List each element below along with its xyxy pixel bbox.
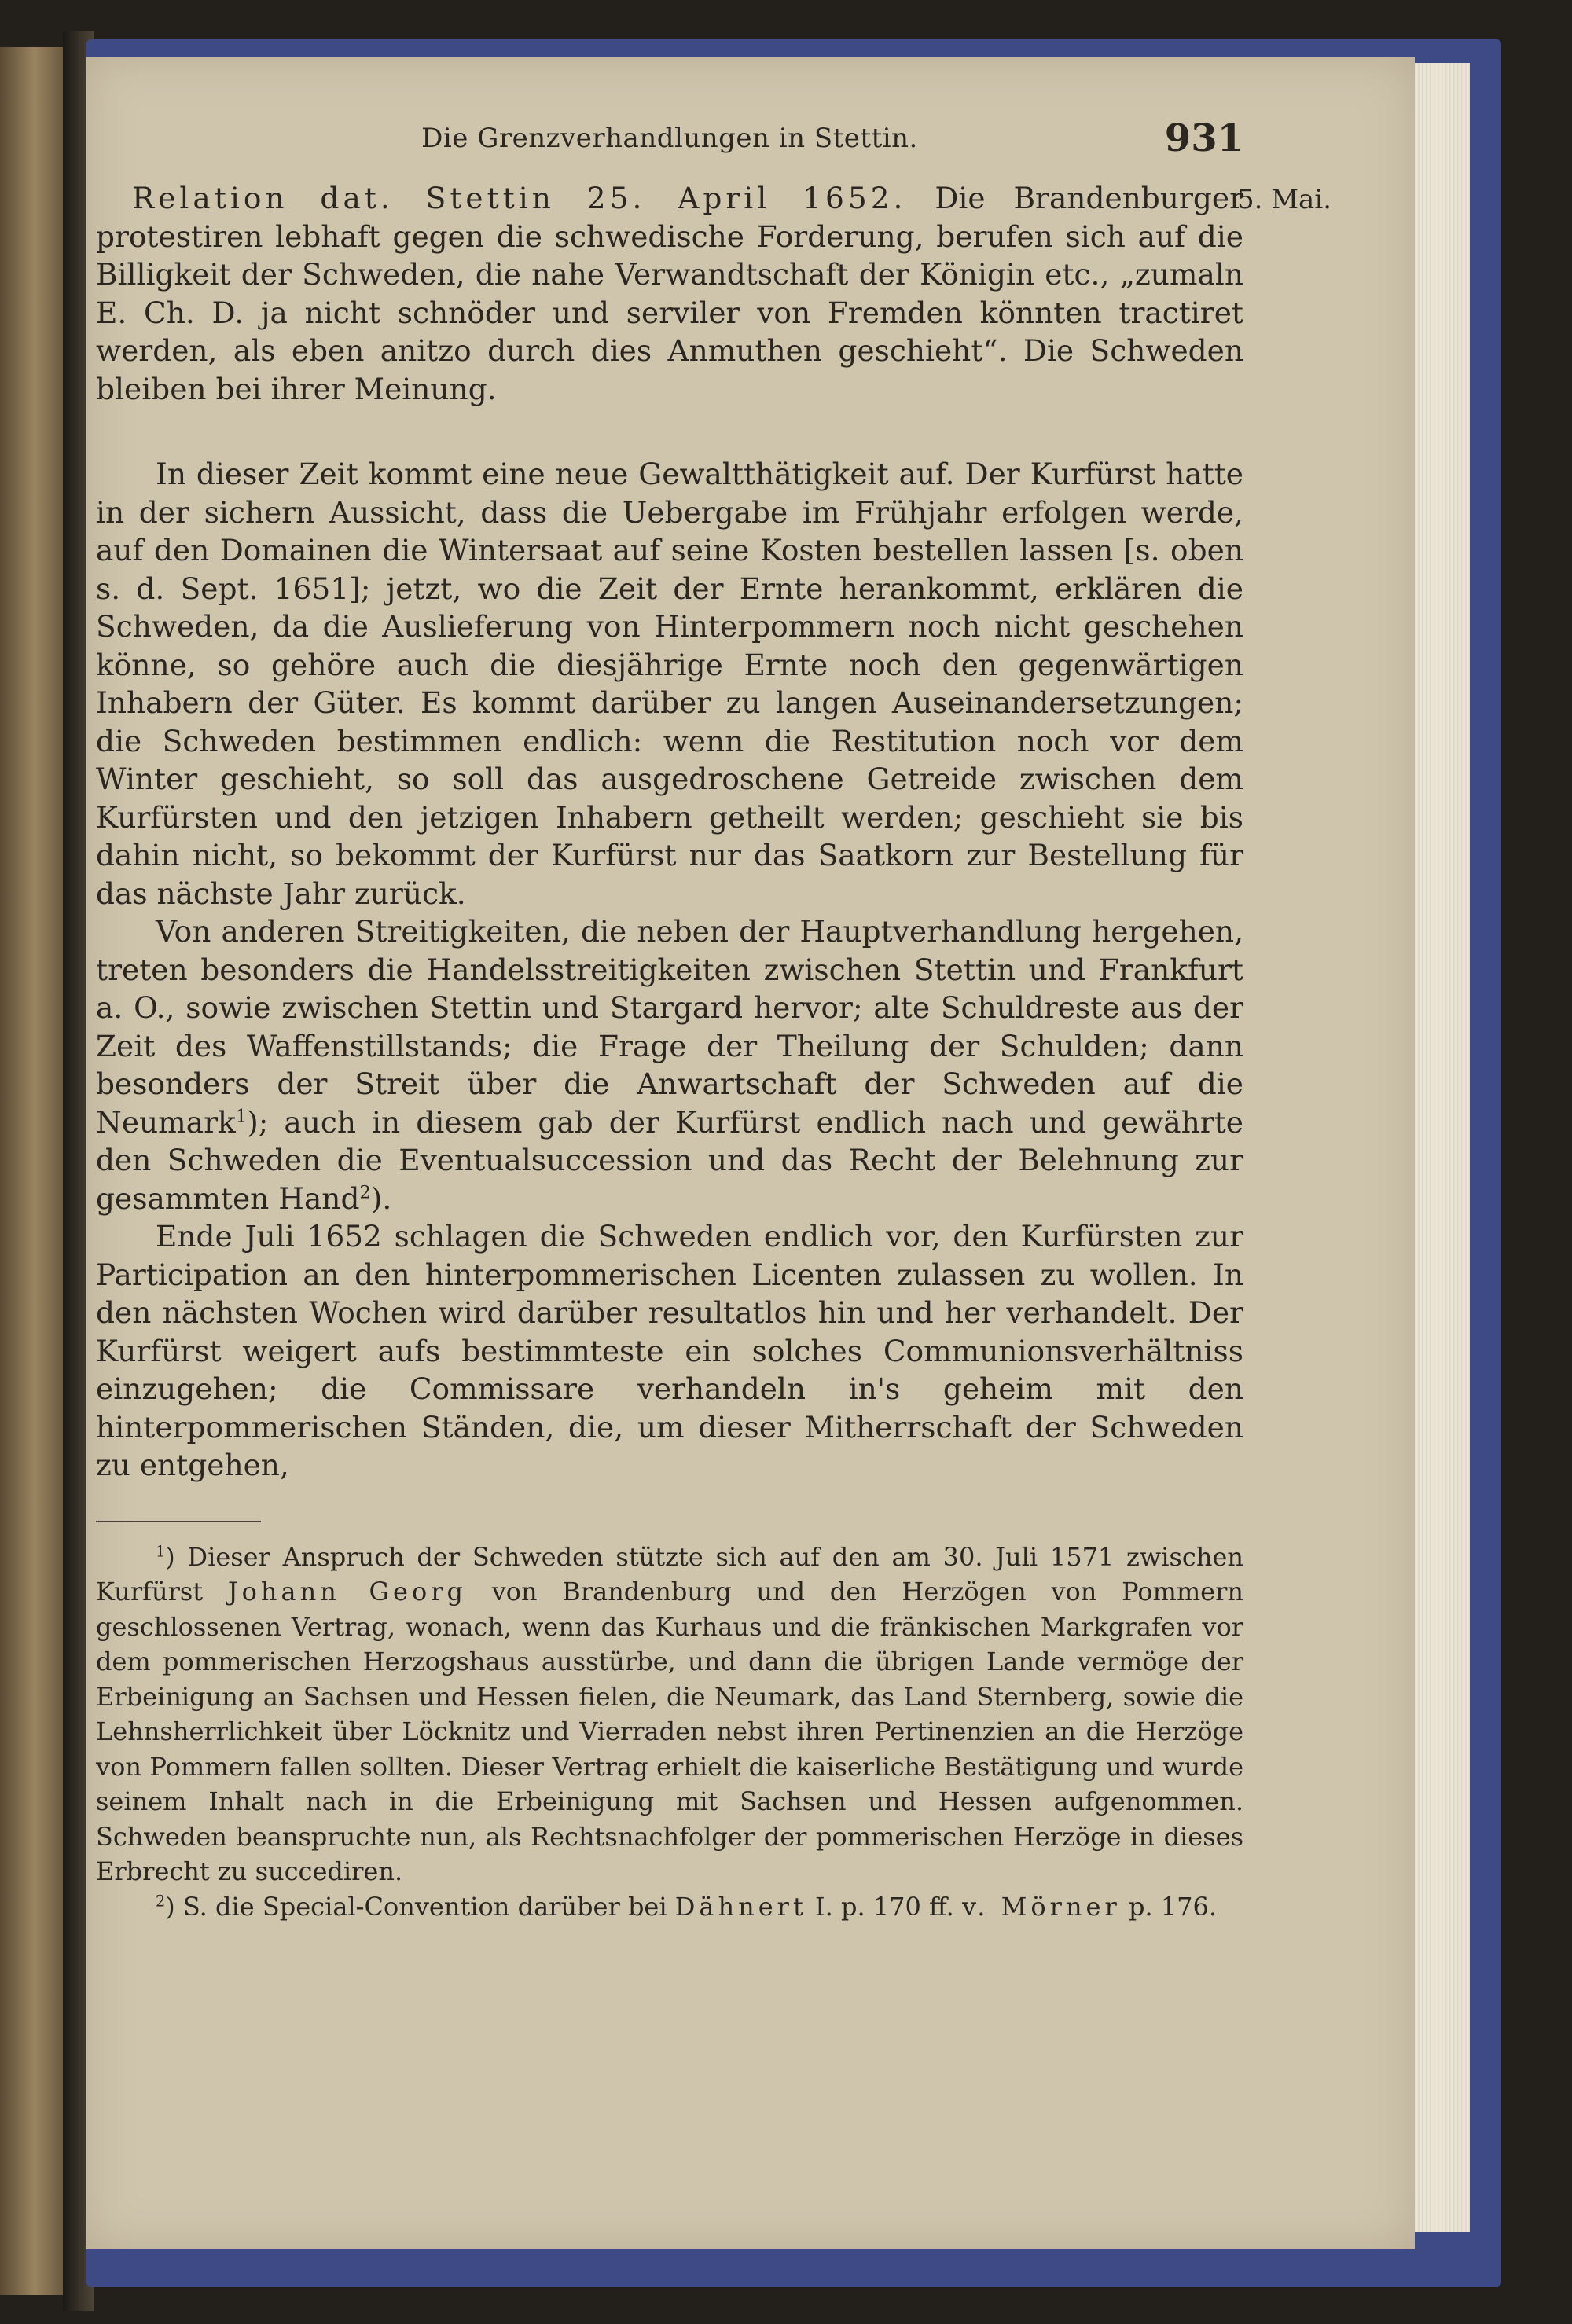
running-title: Die Grenzverhandlungen in Stettin. bbox=[421, 123, 918, 154]
paragraph-disputes-text-c: ). bbox=[370, 1180, 392, 1216]
footnote-2-text-a: ) S. die Special-Convention darüber bei bbox=[165, 1891, 675, 1922]
page-stack-edge bbox=[1407, 63, 1470, 2232]
margin-note-date: 5. Mai. bbox=[1236, 184, 1331, 215]
footnote-1-person: Johann Georg bbox=[227, 1577, 468, 1606]
paragraph-disputes-text-a: Von anderen Streitigkeiten, die neben der Hauptverhandlung hergehen, treten besonders die Handelsstreitigkeiten zwischen Stettin und Frankfurt a. O., sowie zwischen Stettin und Stargard hervor; alte Schuldreste aus der Zeit des Waffenstillstands; die Frage der Theilung der Schulden; dann besonders der Streit über die Anwartschaft der Schweden auf die Neumark bbox=[96, 914, 1243, 1140]
paragraph-relation bbox=[96, 179, 1331, 408]
paragraph-harvest: In dieser Zeit kommt eine neue Gewaltthätigkeit auf. Der Kurfürst hatte in der sichern Aussicht, dass die Uebergabe im Frühjahr erfolgen werde, auf den Domainen die Wintersaat auf seine Kosten bestellen lassen [s. oben s. d. Sept. 1651]; jetzt, wo die Zeit der Ernte herankommt, erklären die Schweden, da die Auslieferung von Hinterpommern noch nicht geschehen könne, so gehöre auch die diesjährige Ernte noch den gegenwärtigen Inhabern der Güter. Es kommt darüber zu langen Auseinandersetzungen; die Schweden bestimmen endlich: wenn die Restitution noch vor dem Winter geschieht, so soll das ausgedroschene Getreide zwischen dem Kurfürsten und den jetzigen Inhabern getheilt werden; geschieht sie bis dahin nicht, so bekommt der Kurfürst nur das Saatkorn zur Bestellung für das nächste Jahr zurück. bbox=[96, 457, 1243, 911]
footnote-1-text-a: ) Dieser Anspruch der Schweden stützte sich auf den am 30. Juli 1571 zwischen Kurfürst bbox=[96, 1541, 1243, 1606]
footnote-1-mark: 1 bbox=[156, 1541, 166, 1560]
footnote-2-mark: 2 bbox=[156, 1891, 166, 1910]
footnote-ref-2[interactable]: 2 bbox=[359, 1182, 371, 1202]
footnote-1-text-b: von Brandenburg und den Herzögen von Pommern geschlossenen Vertrag, wonach, wenn das Kurhaus und die fränkischen Markgrafen vor dem pommerischen Herzogshaus ausstürbe, und dann die übrigen Lande vermöge der Erbeinigung an Sachsen und Hessen fielen, die Neumark, das Land Sternberg, sowie die Lehnsherrlichkeit über Löcknitz und Vierraden nebst ihren Pertinenzien an die Herzöge von Pommern fallen sollten. Dieser Vertrag erhielt die kaiserliche Bestätigung und wurde seinem Inhalt nach in die Erbeinigung mit Sachsen und Hessen aufgenommen. Schweden beanspruchte nun, als Rechtsnachfolger der pommerischen Herzöge in dieses Erbrecht zu succediren. bbox=[96, 1577, 1244, 1886]
page-content bbox=[96, 116, 1331, 1924]
relation-citation: Relation dat. Stettin 25. April 1652. bbox=[132, 181, 907, 215]
paragraph-relation-text: Die Brandenburger protestiren lebhaft gegen die schwedische Forderung, berufen sich auf die Billigkeit der Schweden, die nahe Verwandtschaft der Königin etc., „zumaln E. Ch. D. ja nicht schnöder und serviler von Fremden könnten tractiret werden, als eben anitzo durch dies Anmuthen geschieht“. Die Schweden bleiben bei ihrer Meinung. bbox=[96, 181, 1244, 406]
footnote-2-author-2: v. Mörner bbox=[961, 1891, 1121, 1922]
footnotes bbox=[96, 1540, 1243, 1925]
body-text bbox=[96, 179, 1331, 1485]
footnote-2-text-b: I. p. 170 ff. bbox=[806, 1891, 962, 1922]
paragraph-licenten: Ende Juli 1652 schlagen die Schweden endlich vor, den Kurfürsten zur Participation an den hinterpommerischen Licenten zulassen zu wollen. In den nächsten Wochen wird darüber resultatlos hin und her verhandelt. Der Kurfürst weigert aufs bestimmteste ein solches Communionsverhältniss einzugehen; die Commissare verhandeln in's geheim mit den hinterpommerischen Ständen, die, um dieser Mitherrschaft der Schweden zu entgehen, bbox=[96, 1219, 1243, 1482]
footnote-2-text-c: p. 176. bbox=[1120, 1891, 1218, 1922]
footnote-ref-1[interactable]: 1 bbox=[235, 1106, 248, 1126]
page-header bbox=[96, 116, 1243, 179]
footnote-1 bbox=[96, 1540, 1243, 1889]
paragraph-disputes bbox=[96, 912, 1243, 1217]
paragraph-disputes-text-b: ); auch in diesem gab der Kurfürst endlich nach und gewährte den Schweden die Eventualsuccession und das Recht der Belehnung zur gesammten Hand bbox=[96, 1104, 1243, 1216]
footnote-2 bbox=[96, 1889, 1243, 1925]
left-page-edge bbox=[0, 47, 63, 2295]
footnote-2-author-1: Dähnert bbox=[674, 1891, 807, 1922]
footnote-divider bbox=[96, 1521, 261, 1522]
page-number: 931 bbox=[1164, 116, 1243, 160]
